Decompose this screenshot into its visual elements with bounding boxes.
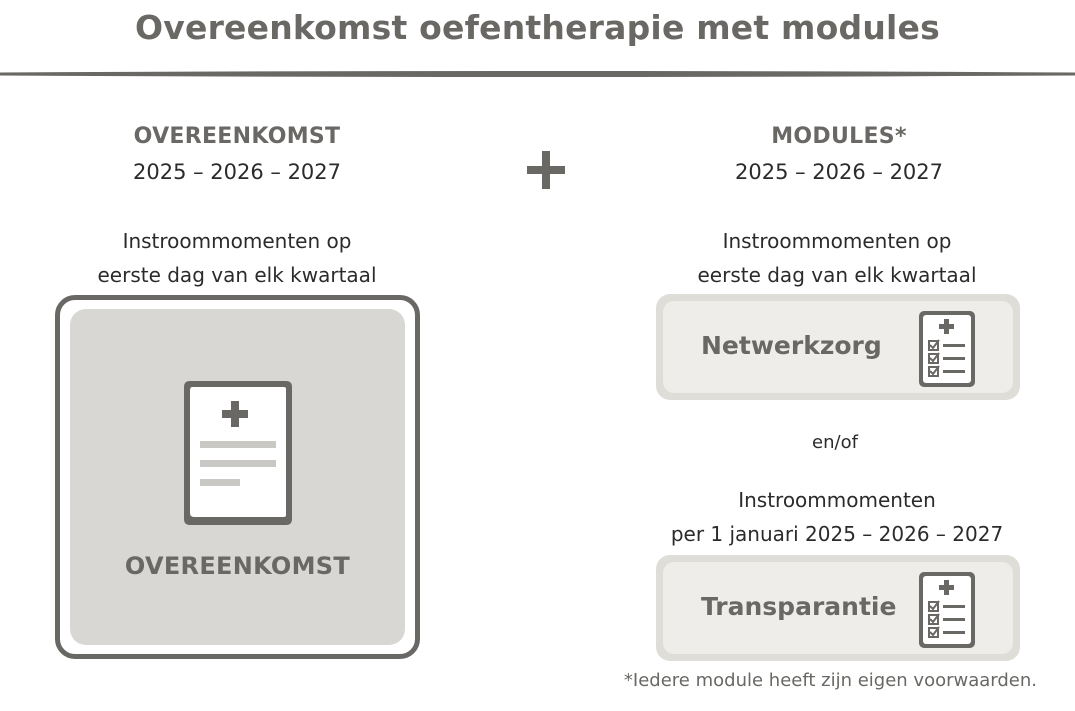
- modules-intake-line-1: Instroommomenten op: [722, 229, 952, 253]
- plus-icon: [527, 151, 565, 189]
- page-title: Overeenkomst oefentherapie met modules: [135, 8, 940, 47]
- modules-footnote: *Iedere module heeft zijn eigen voorwaarden.: [623, 670, 1037, 691]
- and-or-connector: en/of: [812, 432, 858, 453]
- agreement-intake-line-1: Instroommomenten op: [122, 229, 352, 253]
- medical-document-icon: [180, 377, 296, 529]
- checklist-document-icon: [917, 309, 977, 389]
- modules-intake-text: [627, 224, 1047, 292]
- agreement-intake-text: [27, 224, 447, 292]
- modules-heading: MODULES*: [771, 124, 907, 149]
- agreement-heading: OVEREENKOMST: [133, 124, 341, 149]
- module-label-netwerkzorg: Netwerkzorg: [701, 331, 882, 360]
- agreement-years: 2025 – 2026 – 2027: [132, 160, 342, 184]
- module-card-transparantie: [656, 555, 1020, 661]
- title-divider: [0, 70, 1075, 78]
- agreement-card-label: OVEREENKOMST: [124, 552, 351, 580]
- module-label-transparantie: Transparantie: [701, 592, 897, 621]
- agreement-intake-line-2: eerste dag van elk kwartaal: [97, 263, 377, 287]
- agreement-card: [55, 295, 420, 659]
- module-card-netwerkzorg: [656, 294, 1020, 400]
- modules-years: 2025 – 2026 – 2027: [734, 160, 944, 184]
- transparency-intake-line-1: Instroommomenten: [738, 488, 936, 512]
- modules-intake-line-2: eerste dag van elk kwartaal: [697, 263, 977, 287]
- checklist-document-icon: [917, 570, 977, 650]
- transparency-intake-text: [627, 483, 1047, 551]
- transparency-intake-line-2: per 1 januari 2025 – 2026 – 2027: [670, 522, 1004, 546]
